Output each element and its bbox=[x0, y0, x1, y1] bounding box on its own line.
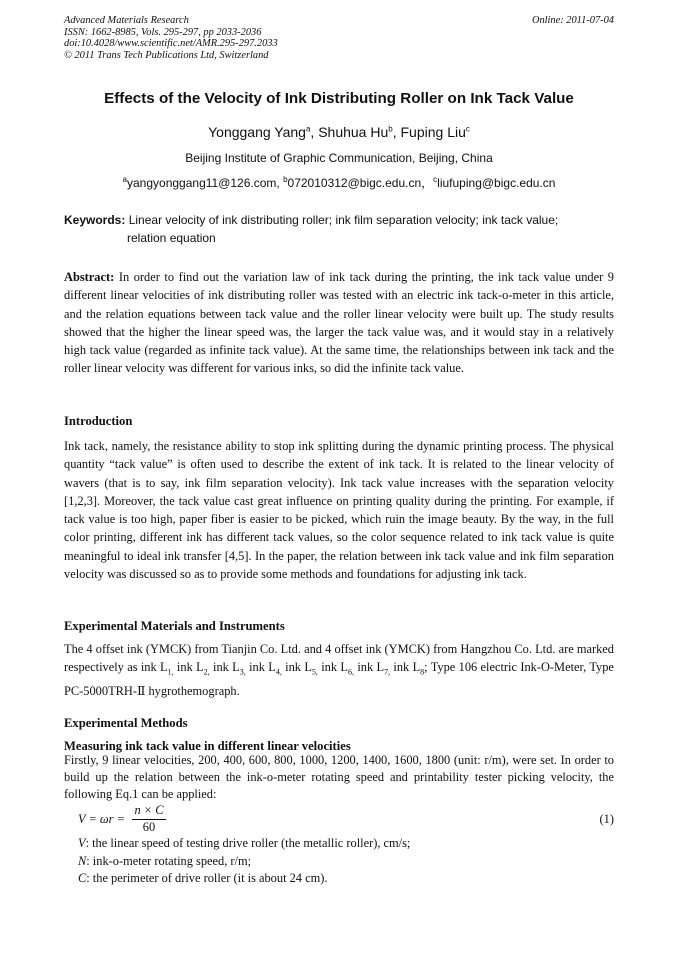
methods-heading: Experimental Methods bbox=[64, 716, 188, 730]
ink-subscript: 3, bbox=[239, 667, 246, 677]
author-list: Yonggang Yang$^a$, Shuhua Hu$^b$, Fuping Liu$^c$ bbox=[208, 124, 470, 140]
methods-text: Firstly, 9 linear velocities, 200, 400, 600, 800, 1000, 1200, 1400, 1600, 1800 (unit: r/m), were set. In order to build up the relation between the ink-o-meter rotating speed and printability tester picking velocity, the following Eq.1 can be applied: bbox=[64, 753, 614, 801]
ink-subscript: 7, bbox=[384, 667, 391, 677]
ink-subscript: 4, bbox=[275, 667, 282, 677]
author-name: Shuhua Hu bbox=[318, 124, 389, 140]
keywords-block bbox=[64, 211, 614, 247]
abstract-text: In order to find out the variation law of ink tack during the printing, the ink tack value under 9 different linear velocities of ink distributing roller was tested with an electric ink tack-o-meter in this article, and the relation equations between tack value and the roller linear velocity were built up. The study results showed that the higher the linear speed was, the larger the tack value was, and it would stay in a relatively high tack value (regarded as infinite tack value). At the same time, the relationships between ink tack and the roller linear velocity was different for various inks, so did the infinite tack value. bbox=[64, 270, 614, 376]
materials-text-after: ; Type 106 electric Ink-O-Meter, Type PC-5000TRH-Ⅱ hygrothemograph. bbox=[64, 660, 614, 699]
definition-text: : the perimeter of drive roller (it is about 24 cm). bbox=[86, 871, 328, 885]
definition-item bbox=[78, 835, 614, 853]
definition-symbol: C bbox=[78, 871, 87, 885]
ink-subscript: 5, bbox=[311, 667, 318, 677]
email-sup: a bbox=[122, 175, 127, 184]
equation-denominator: 60 bbox=[142, 820, 156, 834]
issn-line: ISSN: 1662-8985, Vols. 295-297, pp 2033-2036 bbox=[64, 26, 262, 38]
ink-subscript: 1, bbox=[167, 667, 174, 677]
definition-symbol: V bbox=[78, 836, 86, 850]
affiliation: Beijing Institute of Graphic Communication, Beijing, China bbox=[185, 151, 493, 165]
introduction-text: Ink tack, namely, the resistance ability to stop ink splitting during the dynamic printing process. The physical quantity “tack value” is often used to describe the extent of ink tack. It is related to the linear velocity of wavers (that is to say, ink film separation velocity). Ink tack value increases with the separation velocity [1,2,3]. Moreover, the tack value cast great influence on printing quality during the printing. For example, if tack value is too high, paper fiber is easier to be picked, which ruin the image beauty. By the way, in the full color printing, different ink has different tack values, so the color sequence related to ink tack value is quite meaningful to ideal ink transfer [4,5]. In the paper, the relation between ink tack value and ink film separation velocity was discussed so as to provide some methods and foundations for adjusting ink tack. bbox=[64, 439, 614, 582]
equation-lhs: V = ωr = bbox=[78, 812, 125, 826]
email-address: liufuping@bigc.edu.cn bbox=[437, 176, 556, 190]
journal-header bbox=[64, 15, 278, 61]
doi-line: doi:10.4028/www.scientific.net/AMR.295-297.2033 bbox=[64, 38, 278, 49]
keywords-text-line1: Linear velocity of ink distributing roller; ink film separation velocity; ink tack value; bbox=[128, 213, 559, 227]
author-sup: c bbox=[465, 124, 470, 134]
definition-text: : the linear speed of testing drive roller (the metallic roller), cm/s; bbox=[85, 836, 411, 850]
materials-text: The 4 offset ink (YMCK) from Tianjin Co. Ltd. and 4 offset ink (YMCK) from Hangzhou Co. Ltd. are marked respectively as ink $L_{1,}$ ink $L_{2,}$ ink $L_{3,}$ ink $L_{4,}$ ink $L_{5,}$ ink $L_{6,}$ ink $L_{7,}$ ink $L_8$; Type 106 electric Ink-O-Meter, Type PC-5000TRH-Ⅱ hygrothemograph. bbox=[64, 642, 614, 699]
keywords-text-line2: relation equation bbox=[127, 231, 216, 245]
abstract-label: Abstract: bbox=[64, 270, 115, 284]
definition-text: : ink-o-meter rotating speed, r/m; bbox=[86, 853, 252, 868]
abstract-block bbox=[64, 268, 614, 378]
author-name: Yonggang Yang bbox=[208, 124, 306, 140]
equation-1 bbox=[78, 803, 614, 837]
ink-subscript: 8 bbox=[420, 667, 425, 677]
introduction-heading: Introduction bbox=[64, 414, 133, 428]
journal-name: Advanced Materials Research bbox=[64, 15, 189, 26]
materials-text-before: The 4 offset ink (YMCK) from Tianjin Co. Ltd. and 4 offset ink (YMCK) from Hangzhou Co. Ltd. are marked respectively as ink bbox=[64, 642, 614, 675]
paper-title: Effects of the Velocity of Ink Distributing Roller on Ink Tack Value bbox=[104, 90, 574, 107]
author-sup: a bbox=[305, 124, 311, 134]
email-address: yangyonggang11@126.com bbox=[127, 176, 277, 190]
methods-subheading: Measuring ink tack value in different linear velocities bbox=[64, 739, 351, 753]
definition-item bbox=[78, 870, 614, 888]
symbol-definitions bbox=[78, 835, 614, 888]
equation-number: (1) bbox=[599, 812, 614, 826]
ink-subscript: 6, bbox=[347, 667, 354, 677]
email-sup: b bbox=[283, 175, 288, 184]
online-date: Online: 2011-07-04 bbox=[531, 15, 614, 26]
definition-item bbox=[78, 853, 614, 871]
keywords-label: Keywords: bbox=[64, 213, 126, 227]
email-sup: c bbox=[433, 175, 438, 184]
author-name: Fuping Liu bbox=[400, 124, 466, 140]
copyright-line: © 2011 Trans Tech Publications Ltd, Switzerland bbox=[64, 49, 269, 61]
equation-fraction bbox=[132, 803, 166, 835]
materials-heading: Experimental Materials and Instruments bbox=[64, 619, 285, 633]
definition-symbol: N bbox=[78, 853, 87, 868]
email-list: $^a$yangyonggang11@126.com, $^b$072010312@bigc.edu.cn，$^c$liufuping@bigc.edu.cn bbox=[122, 175, 556, 190]
email-address: 072010312@bigc.edu.cn bbox=[287, 176, 422, 190]
author-sup: b bbox=[388, 124, 393, 134]
equation-numerator: n × C bbox=[132, 803, 166, 820]
ink-subscript: 2, bbox=[203, 667, 210, 677]
